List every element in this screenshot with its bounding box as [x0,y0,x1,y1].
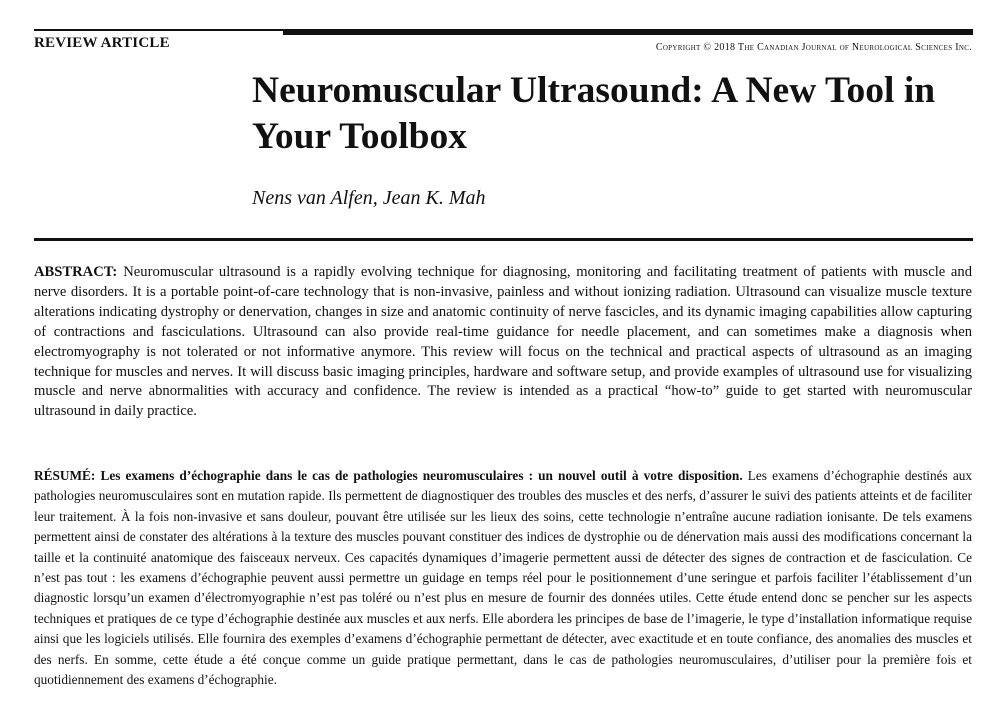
resume-label: RÉSUMÉ: [34,468,96,483]
resume-text: Les examens d’échographie destinés aux pathologies neuromusculaires sont en mutation rapide. Ils permettent de diagnostiquer des troubles des muscles et des nerfs, d’assurer le suivi des patients atteints et de faciliter leur traitement. À la fois non-invasive et sans douleur, pouvant être utilisée sur les lieux des soins, cette technologie n’entraîne aucune radiation ionisante. De tels examens permettent ainsi de constater des altérations à la texture des muscles pouvant constituer des indices de dystrophie ou de dénervation mais aussi des modifications concernant la taille et la continuité anatomique des faisceaux nerveux. Ces capacités dynamiques d’imagerie permettent aussi de détecter des signes de contraction et de fasciculation. Ce n’est pas tout : les examens d’échographie peuvent aussi permettre un guidage en temps réel pour le positionnement d’une seringue et parfois faciliter l’établissement d’un diagnostic lorsqu’un examen d’électromyographie n’est pas toléré ou n’est plus en mesure de fournir des données utiles. Cette étude entend donc se pencher sur les aspects techniques et pratiques de ce type d’échographie destinée aux muscles et aux nerfs. Elle abordera les principes de base de l’imagerie, le type d’installation informatique requise ainsi que les logiciels utilisés. Elle fournira des exemples d’examens d’échographie permettant de détecter, avec exactitude et en toute confiance, des anomalies des muscles et des nerfs. En somme, cette étude a été conçue comme un guide pratique permettant, dans le cas de pathologies neuromusculaires, d’utiliser pour la première fois et quotidiennement des examens d’échographie. [34,468,973,688]
resume [34,466,972,690]
abstract-text: Neuromuscular ultrasound is a rapidly evolving technique for diagnosing, monitoring and facilitating treatment of patients with muscle and nerve disorders. It is a portable point-of-care technology that is non-invasive, painless and without ionizing radiation. Ultrasound can visualize muscle texture alterations indicating dystrophy or denervation, changes in size and anatomic continuity of nerve fascicles, and its dynamic imaging capabilities allow capturing of contractions and fasciculations. Ultrasound can also provide real-time guidance for needle placement, and can sometimes make a diagnosis when electromyography is not tolerated or not informative anymore. This review will focus on the technical and practical aspects of ultrasound as an imaging technique for muscles and nerves. It will discuss basic imaging principles, hardware and software setup, and provide examples of ultrasound use for visualizing muscle and nerve abnormalities with accuracy and confidence. The review is intended as a practical “how-to” guide to get started with neuromuscular ultrasound in daily practice. [34,264,972,420]
header-rule-right [283,29,973,35]
abstract [34,263,972,422]
article-authors: Nens van Alfen, Jean K. Mah [252,187,486,209]
section-label: REVIEW ARTICLE [34,35,170,51]
copyright-notice: Copyright © 2018 The Canadian Journal of Neurological Sciences Inc. [655,42,972,53]
header-rule-left [34,29,284,31]
abstract-label: ABSTRACT: [34,264,118,280]
article-title: Neuromuscular Ultrasound: A New Tool in Your Toolbox [252,70,936,157]
resume-heading: Les examens d’échographie dans le cas de pathologies neuromusculaires : un nouvel outil à votre disposition. [100,468,743,483]
title-divider [34,238,973,241]
